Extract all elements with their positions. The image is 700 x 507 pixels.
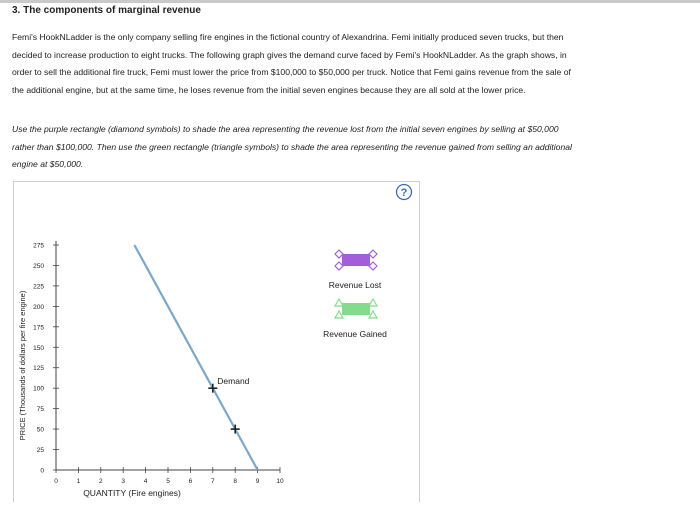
demand-point[interactable] (208, 384, 217, 393)
y-tick-label: 0 (40, 467, 44, 475)
demand-curve (134, 245, 257, 470)
triangle-icon[interactable] (335, 299, 343, 306)
diamond-icon[interactable] (369, 250, 377, 258)
instruction-line: rather than $100,000. Then use the green rectangle (triangle symbols) to shade the area representing the revenue gained from selling an additional (12, 141, 572, 152)
paragraph-line: Femi's HookNLadder is the only company selling fire engines in the fictional country of Alexandrina. Femi initially produced seven trucks, but then (12, 32, 564, 42)
y-tick-label: 100 (33, 385, 44, 393)
x-tick-label: 1 (76, 478, 81, 485)
y-tick-label: 150 (33, 344, 44, 352)
paragraph-line: decided to increase production to eight trucks. The following graph gives the demand curve faced by Femi's HookNLadder. As the graph shows, in (12, 49, 567, 60)
y-tick-label: 75 (36, 406, 44, 414)
paragraph-line: order to sell the additional fire truck, Femi must lower the price from $100,000 to $50,000 per truck. Notice that Femi gains revenue from the sale of (12, 67, 571, 77)
x-tick-label: 3 (121, 478, 126, 485)
x-axis-label: QUANTITY (Fire engines) (83, 488, 181, 498)
y-tick-label: 25 (36, 447, 44, 455)
y-tick-label: 250 (33, 262, 44, 270)
y-tick-label: 275 (33, 242, 44, 250)
triangle-icon[interactable] (369, 299, 377, 306)
demand-point[interactable] (231, 425, 240, 434)
x-tick-label: 10 (276, 478, 284, 485)
graph-panel (13, 181, 420, 502)
y-tick-label: 125 (33, 365, 44, 373)
x-tick-label: 6 (188, 478, 193, 485)
question-heading: 3. The components of marginal revenue (12, 5, 201, 16)
question-paragraph (12, 29, 688, 99)
demand-chart[interactable] (14, 182, 419, 502)
y-tick-label: 50 (36, 426, 44, 434)
x-tick-label: 2 (98, 478, 103, 485)
y-tick-label: 200 (33, 303, 44, 311)
instruction-line: Use the purple rectangle (diamond symbols) to shade the area representing the revenue lost from the initial seven engines by selling at $50,000 (12, 124, 559, 134)
demand-curve-label: Demand (217, 376, 250, 387)
x-tick-label: 9 (255, 478, 260, 485)
diamond-icon[interactable] (369, 262, 377, 270)
x-tick-label: 4 (143, 478, 148, 485)
triangle-icon[interactable] (335, 311, 343, 318)
x-tick-label: 8 (233, 478, 238, 485)
y-tick-label: 225 (33, 283, 44, 291)
instructions (12, 121, 688, 174)
paragraph-line: the additional engine, but at the same time, he loses revenue from the initial seven engines because they are all sold at the lower price. (12, 84, 526, 95)
revenue-lost-tool[interactable] (329, 250, 382, 290)
revenue-gained-label: Revenue Gained (323, 329, 387, 339)
purple-rectangle[interactable] (342, 254, 370, 266)
x-tick-label: 7 (210, 478, 215, 485)
revenue-lost-label: Revenue Lost (328, 280, 382, 290)
top-divider (0, 0, 700, 3)
diamond-icon[interactable] (335, 262, 343, 270)
diamond-icon[interactable] (335, 250, 343, 258)
green-rectangle[interactable] (342, 303, 370, 315)
help-icon-glyph: ? (400, 187, 408, 199)
x-tick-label: 5 (166, 478, 170, 485)
instruction-line: engine at $50,000. (12, 159, 84, 169)
revenue-gained-tool[interactable] (323, 299, 387, 339)
triangle-icon[interactable] (369, 311, 377, 318)
y-tick-label: 175 (33, 324, 44, 332)
x-tick-label: 0 (54, 478, 58, 485)
help-button[interactable] (395, 183, 413, 201)
y-axis-label: PRICE (Thousands of dollars per fire engine) (18, 290, 27, 441)
